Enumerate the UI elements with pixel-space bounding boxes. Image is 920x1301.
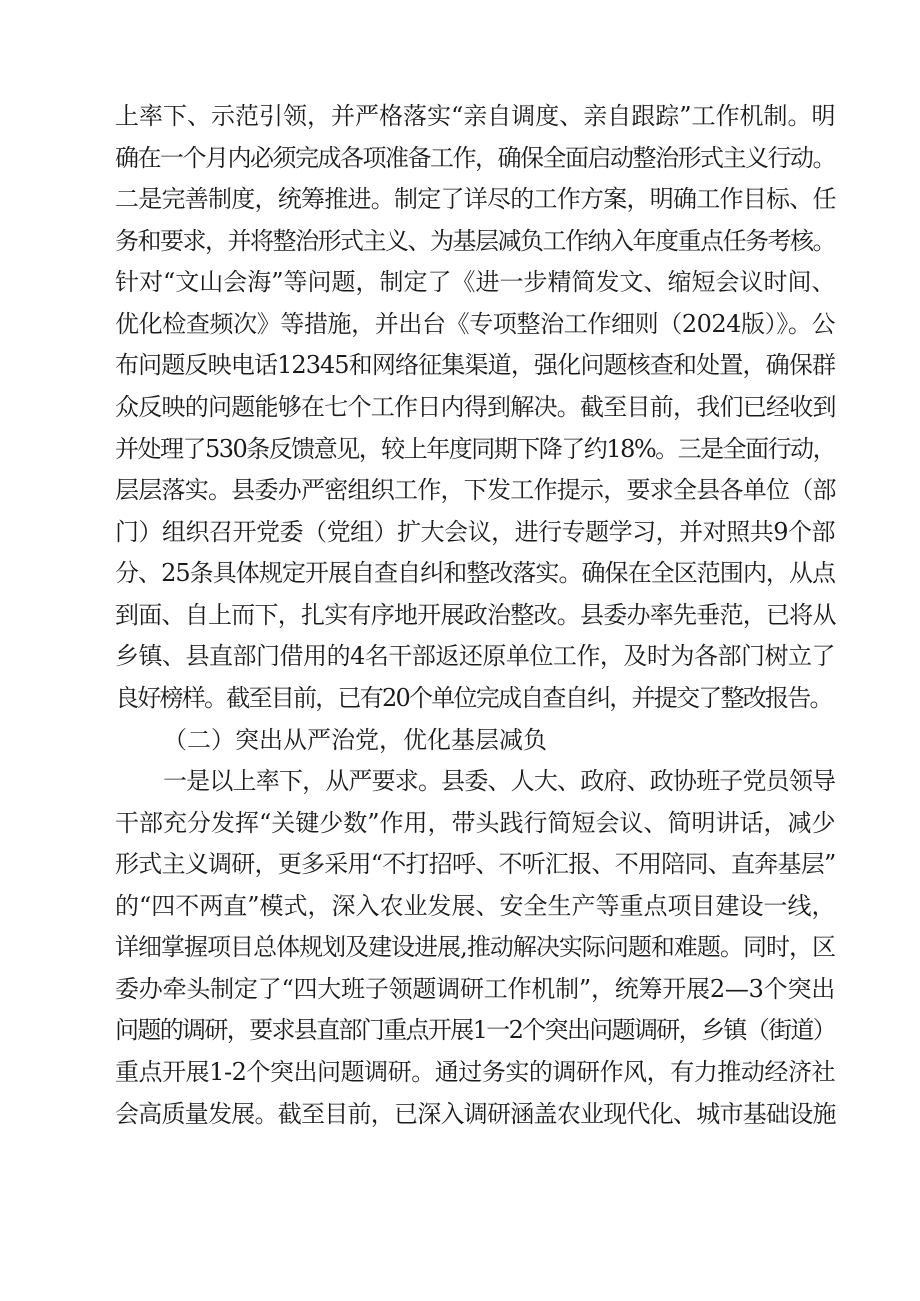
body2-line-9: 会高质量发展。截至目前，已深入调研涵盖农业现代化、城市基础设施 bbox=[115, 1100, 836, 1128]
body-line-2: 确在一个月内必须完成各项准备工作，确保全面启动整治形式主义行动。 bbox=[115, 144, 835, 172]
body-line-6: 优化检查频次》等措施，并出台《专项整治工作细则（2024版）》。公 bbox=[115, 310, 835, 338]
section-heading: （二）突出从严治党，优化基层减负 bbox=[163, 726, 547, 754]
body-line-4: 务和要求，并将整治形式主义、为基层减负工作纳入年度重点任务考核。 bbox=[115, 227, 835, 255]
body-line-3: 二是完善制度，统筹推进。制定了详尽的工作方案，明确工作目标、任 bbox=[115, 185, 836, 213]
body-line-10: 层层落实。县委办严密组织工作，下发工作提示，要求全县各单位（部 bbox=[115, 476, 836, 504]
body-line-14: 乡镇、县直部门借用的4名干部返还原单位工作，及时为各部门树立了 bbox=[115, 642, 835, 670]
body-line-11: 门）组织召开党委（党组）扩大会议，进行专题学习，并对照共9个部 bbox=[115, 518, 835, 546]
body-line-15: 良好榜样。截至目前，已有20个单位完成自查自纠，并提交了整改报告。 bbox=[115, 684, 832, 712]
body2-line-4: 的“四不两直”模式，深入农业发展、安全生产等重点项目建设一线， bbox=[115, 892, 836, 920]
body-line-13: 到面、自上而下，扎实有序地开展政治整改。县委办率先垂范，已将从 bbox=[115, 601, 836, 629]
body2-line-2: 干部充分发挥“关键少数”作用，带头践行简短会议、简明讲话，减少 bbox=[115, 809, 836, 837]
body2-line-1: 一是以上率下，从严要求。县委、人大、政府、政协班子党员领导 bbox=[163, 767, 835, 795]
body-line-1: 上率下、示范引领，并严格落实“亲自调度、亲自跟踪”工作机制。明 bbox=[115, 102, 836, 130]
body-line-12: 分、25条具体规定开展自查自纠和整改落实。确保在全区范围内，从点 bbox=[115, 559, 835, 587]
body-line-9: 并处理了530条反馈意见，较上年度同期下降了约18%。三是全面行动， bbox=[115, 435, 836, 463]
body-line-5: 针对“文山会海”等问题，制定了《进一步精简发文、缩短会议时间、 bbox=[115, 268, 836, 296]
body2-line-5: 详细掌握项目总体规划及建设进展,推动解决实际问题和难题。同时，区 bbox=[115, 933, 835, 961]
body2-line-6: 委办牵头制定了“四大班子领题调研工作机制”，统筹开展2—3个突出 bbox=[115, 975, 835, 1003]
body2-line-8: 重点开展1-2个突出问题调研。通过务实的调研作风，有力推动经济社 bbox=[115, 1058, 835, 1086]
body-line-8: 众反映的问题能够在七个工作日内得到解决。截至目前，我们已经收到 bbox=[115, 393, 836, 421]
body2-line-7: 问题的调研，要求县直部门重点开展1一2个突出问题调研，乡镇（街道） bbox=[115, 1016, 835, 1044]
body-line-7: 布问题反映电话12345和网络征集渠道，强化问题核查和处置，确保群 bbox=[115, 351, 835, 379]
body2-line-3: 形式主义调研，更多采用“不打招呼、不听汇报、不用陪同、直奔基层” bbox=[115, 850, 836, 878]
